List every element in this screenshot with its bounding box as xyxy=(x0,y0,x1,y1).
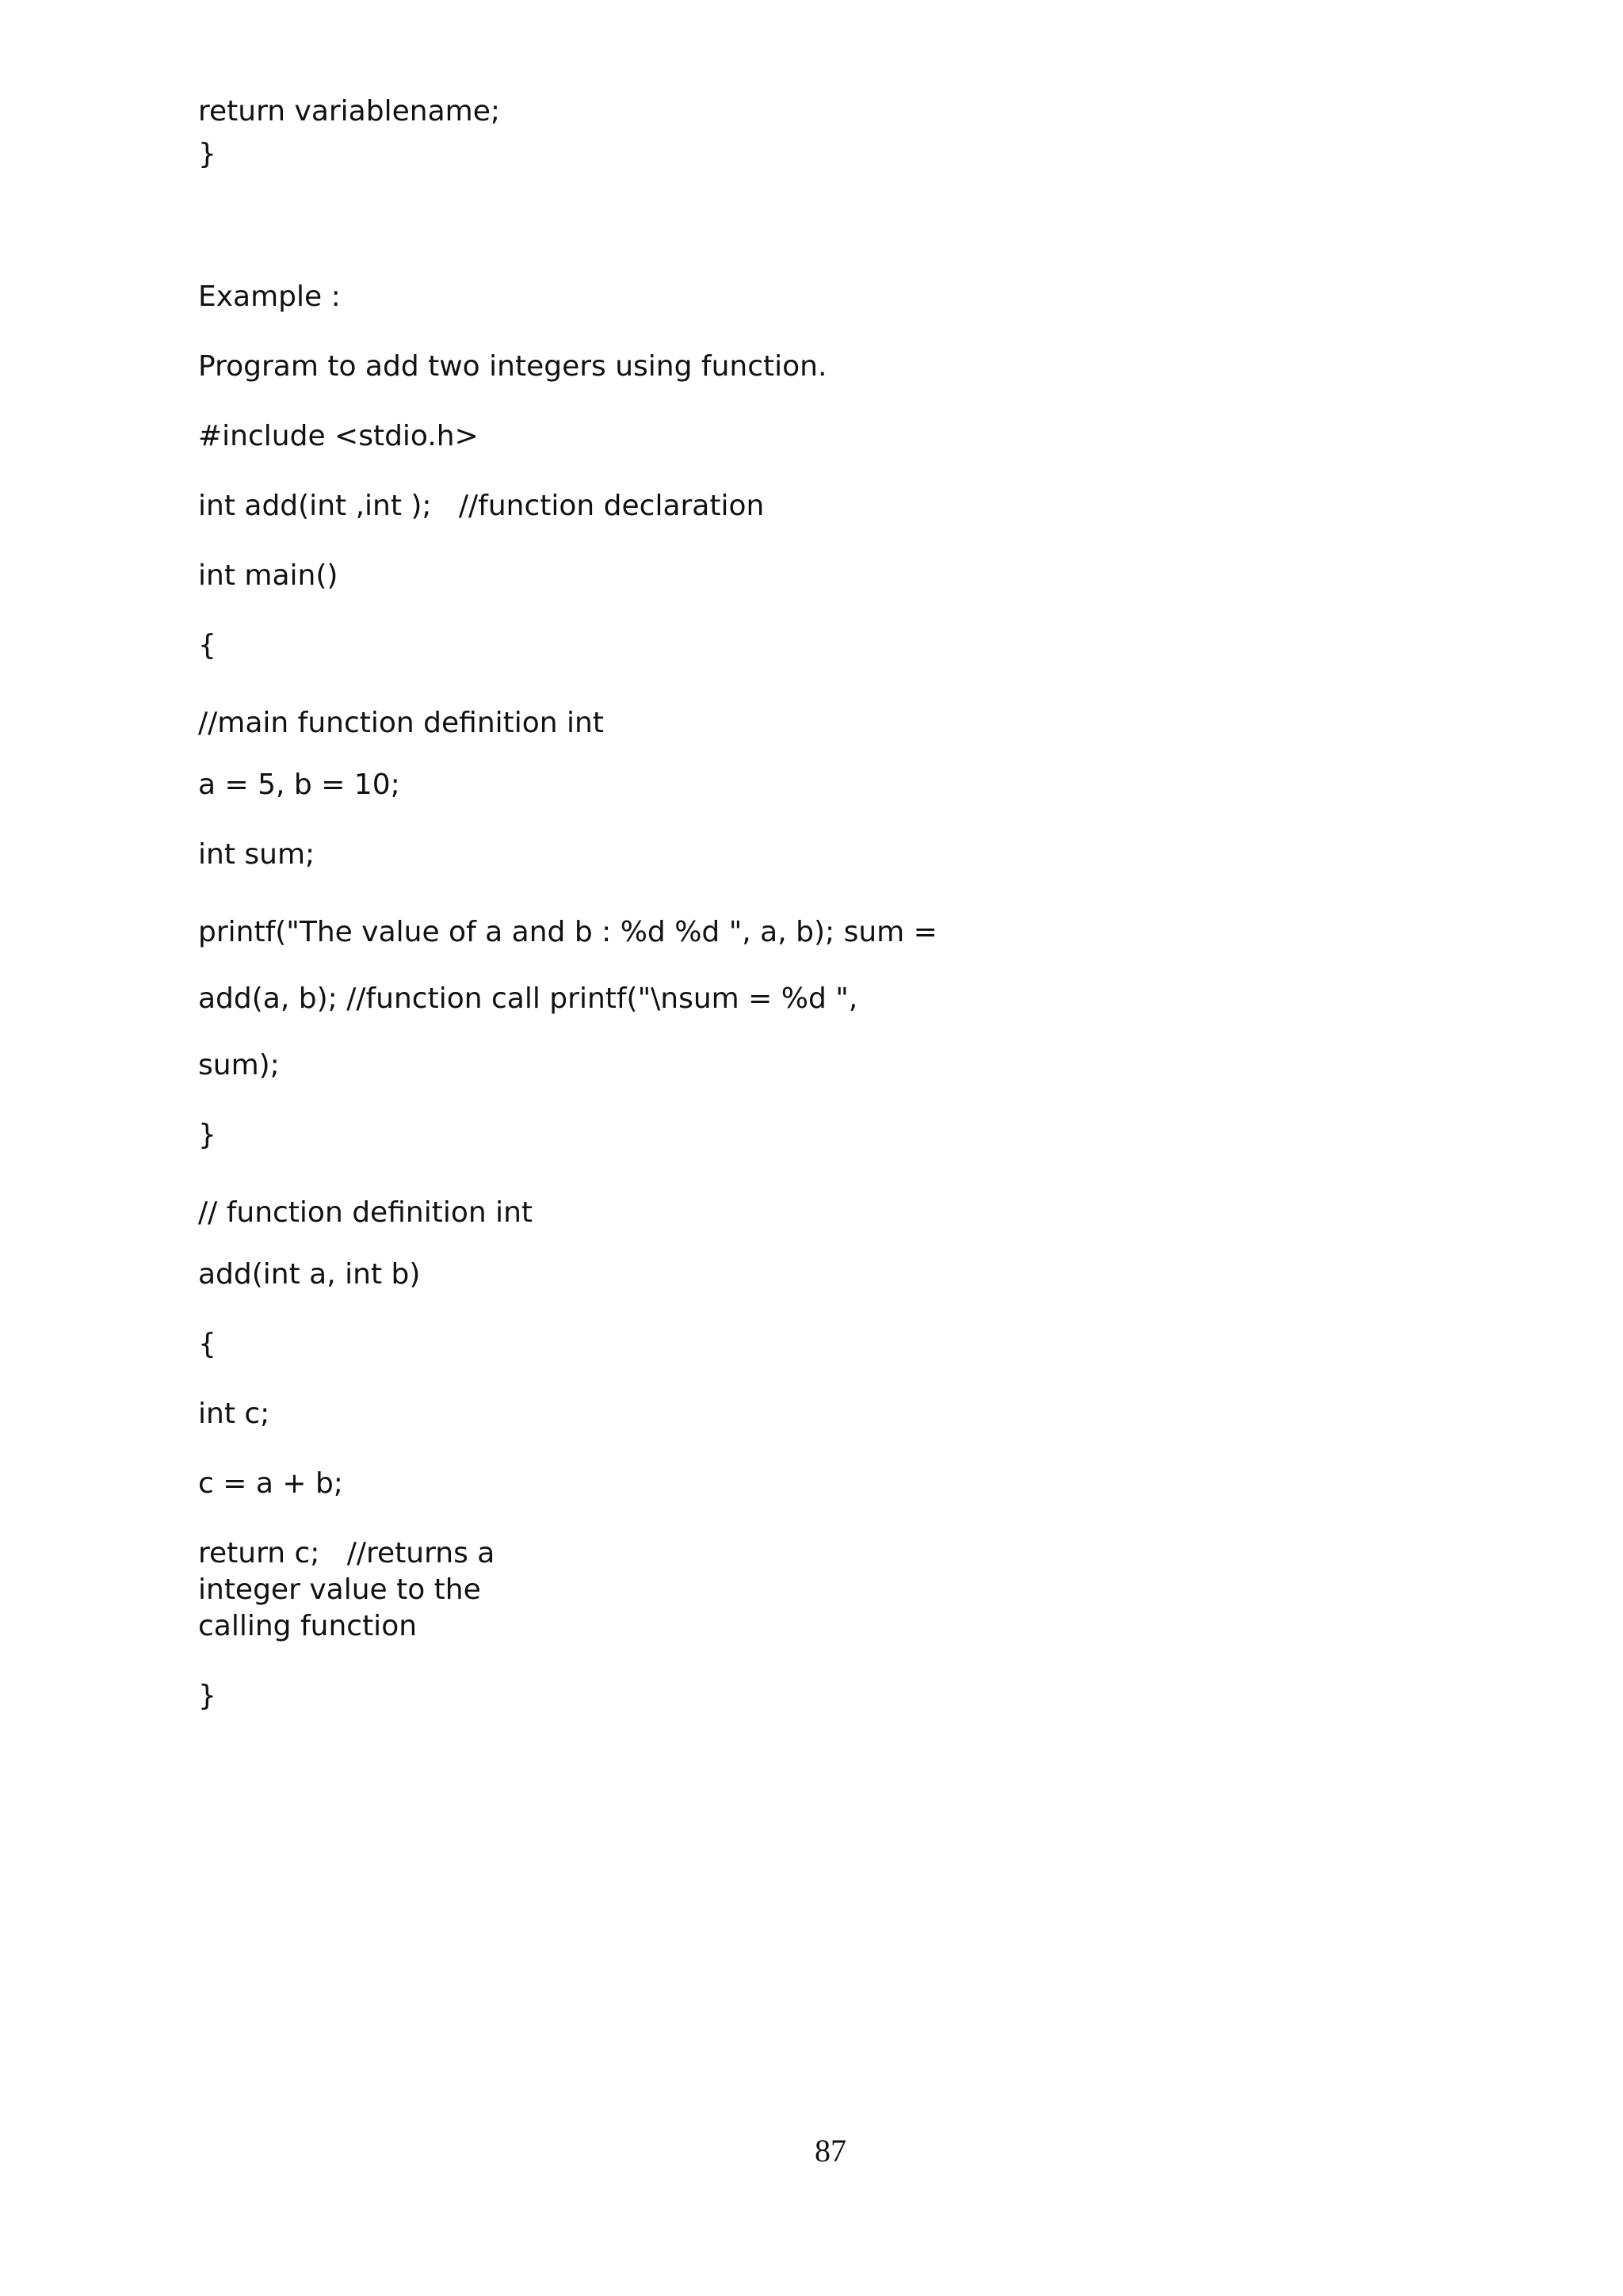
code-line: return c; //returns a xyxy=(198,1537,495,1569)
code-line: { xyxy=(198,1328,216,1360)
code-line: a = 5, b = 10; xyxy=(198,769,400,801)
code-line: int add(int ,int ); //function declaration xyxy=(198,490,765,522)
code-line: c = a + b; xyxy=(198,1467,343,1500)
code-line: } xyxy=(198,1680,216,1712)
code-line: return variablename; xyxy=(198,95,500,128)
code-line: } xyxy=(198,1119,216,1151)
code-line: int c; xyxy=(198,1398,270,1430)
code-line: //main function definition int xyxy=(198,707,604,739)
example-description: Program to add two integers using function. xyxy=(198,350,827,383)
code-line: printf("The value of a and b : %d %d ", a, b); sum = xyxy=(198,916,938,948)
code-line: // function definition int xyxy=(198,1196,533,1229)
example-heading: Example : xyxy=(198,280,341,313)
code-line: #include <stdio.h> xyxy=(198,420,479,452)
code-line: int sum; xyxy=(198,838,315,871)
code-line: calling function xyxy=(198,1610,418,1642)
page-number: 87 xyxy=(815,2133,846,2168)
code-line: integer value to the xyxy=(198,1573,481,1606)
code-line: add(a, b); //function call printf("\nsum = %d ", xyxy=(198,982,858,1015)
code-line: { xyxy=(198,629,216,662)
code-line: } xyxy=(198,138,216,170)
code-line: sum); xyxy=(198,1049,280,1081)
code-line: add(int a, int b) xyxy=(198,1258,421,1291)
code-line: int main() xyxy=(198,559,338,592)
